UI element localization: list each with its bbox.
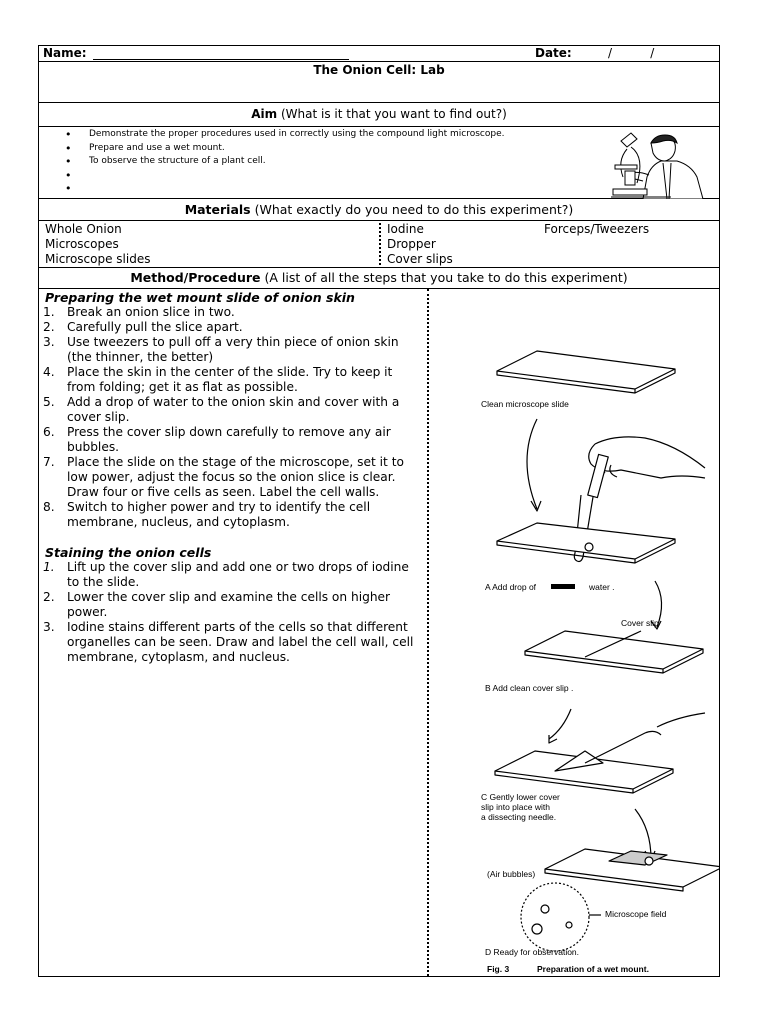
step-item: 3. Iodine stains different parts of the cells so that different organelles can be seen. Draw and label the cell wall, cell membrane, cytoplasm, and nucleus. — [43, 620, 414, 664]
method-divider — [427, 289, 429, 976]
title-row — [39, 62, 719, 103]
aim-item: • Demonstrate the proper procedures used in correctly using the compound light microscope. — [65, 128, 504, 142]
materials-divider — [379, 223, 381, 265]
label-clean-slide: Clean microscope slide — [481, 399, 569, 409]
aim-prompt: (What is it that you want to find out?) — [277, 107, 507, 121]
date-slashes: / / — [608, 46, 655, 60]
label-step-a: A Add drop of — [485, 582, 537, 592]
aim-heading: Aim — [251, 107, 278, 121]
step-item: 8. Switch to higher power and try to identify the cell membrane, nucleus, and cytoplasm. — [43, 500, 371, 529]
label-step-d: D Ready for observation. — [485, 947, 580, 957]
scientist-microscope-illustration — [611, 127, 715, 199]
label-step-a-end: water . — [589, 582, 615, 592]
material-item: Cover slips — [387, 252, 453, 266]
step-item: 5. Add a drop of water to the onion skin and cover with a cover slip. — [43, 395, 400, 424]
header-row — [39, 46, 719, 62]
aim-item: • Prepare and use a wet mount. — [65, 142, 504, 156]
staining-steps — [43, 560, 423, 665]
method-heading-row — [39, 268, 719, 289]
wet-mount-diagram — [435, 289, 719, 976]
wet-mount-steps — [43, 305, 423, 530]
step-item: 6. Press the cover slip down carefully to remove any air bubbles. — [43, 425, 391, 454]
worksheet — [38, 45, 720, 977]
step-item: 1. Break an onion slice in two. — [43, 305, 235, 319]
name-line — [93, 59, 349, 60]
materials-heading-row — [39, 199, 719, 221]
material-item: Microscope slides — [45, 252, 151, 266]
label-cover-slip: Cover slip — [621, 618, 659, 628]
step-item: 2. Lower the cover slip and examine the cells on higher power. — [43, 590, 391, 619]
label-step-c3: a dissecting needle. — [481, 812, 557, 822]
label-step-b: B Add clean cover slip . — [485, 683, 574, 693]
material-item: Forceps/Tweezers — [544, 222, 650, 236]
page-title: The Onion Cell: Lab — [313, 63, 445, 77]
date-label: Date: — [535, 46, 572, 60]
figure-caption: Preparation of a wet mount. — [537, 964, 649, 974]
wet-mount-figure — [435, 289, 719, 976]
method-prompt: (A list of all the steps that you take to do this experiment) — [260, 270, 628, 285]
materials-content-row — [39, 221, 719, 268]
step-item: 4. Place the skin in the center of the slide. Try to keep it from folding; get it as flat as possible. — [43, 365, 393, 394]
step-item: 1. Lift up the cover slip and add one or two drops of iodine to the slide. — [43, 560, 409, 589]
name-label: Name: — [43, 46, 87, 60]
material-item: Whole Onion — [45, 222, 122, 236]
aim-list — [65, 128, 504, 195]
step-item: 3. Use tweezers to pull off a very thin piece of onion skin (the thinner, the better) — [43, 335, 399, 364]
section-title-staining: Staining the onion cells — [45, 545, 212, 560]
aim-content-row — [39, 127, 719, 199]
material-item: Dropper — [387, 237, 436, 251]
step-item: 2. Carefully pull the slice apart. — [43, 320, 243, 334]
material-item: Iodine — [387, 222, 424, 236]
aim-item: • To observe the structure of a plant cell. — [65, 155, 504, 169]
step-item: 7. Place the slide on the stage of the microscope, set it to low power, adjust the focus so the onion slice is clear. Draw four or five cells as seen. Label the cell walls. — [43, 455, 404, 499]
material-item: Microscopes — [45, 237, 119, 251]
label-step-c2: slip into place with — [481, 802, 550, 812]
method-content — [39, 289, 719, 976]
figure-caption-number: Fig. 3 — [487, 964, 510, 974]
aim-item — [65, 169, 504, 182]
aim-item — [65, 182, 504, 195]
materials-prompt: (What exactly do you need to do this experiment?) — [250, 202, 574, 217]
label-air-bubbles: (Air bubbles) — [487, 869, 536, 879]
materials-heading: Materials — [184, 202, 251, 217]
method-heading: Method/Procedure — [130, 270, 261, 285]
label-step-c1: C Gently lower cover — [481, 792, 560, 802]
label-microscope-field: Microscope field — [605, 909, 667, 919]
aim-heading-row — [39, 103, 719, 127]
section-title-wet-mount: Preparing the wet mount slide of onion skin — [45, 290, 355, 305]
